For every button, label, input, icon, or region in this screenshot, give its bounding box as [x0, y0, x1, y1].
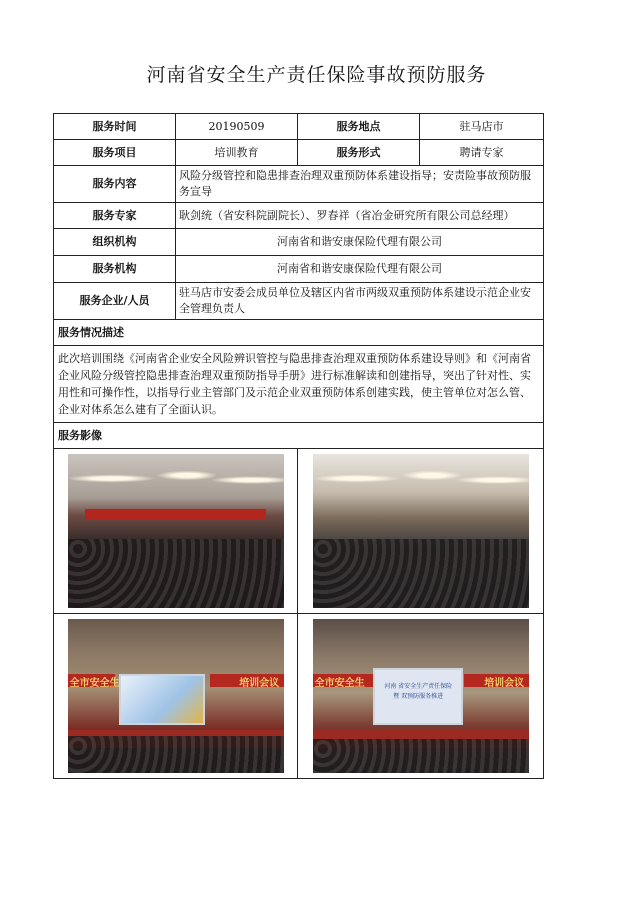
- training-stage-photo-2: [313, 619, 529, 773]
- training-stage-photo-1: [68, 619, 284, 773]
- table-row: [54, 114, 544, 140]
- table-row: [54, 256, 544, 283]
- table-row: [54, 320, 544, 346]
- section-description-heading: 服务情况描述: [54, 320, 544, 346]
- banner-text-left: 全市安全生: [69, 677, 120, 689]
- audience: [313, 739, 529, 773]
- label-service-form: 服务形式: [298, 140, 420, 166]
- table-row: [54, 140, 544, 166]
- label-service-time: 服务时间: [54, 114, 176, 140]
- table-row: [54, 283, 544, 320]
- photo-cell: [54, 614, 298, 779]
- value-service-enterprise: 驻马店市安委会成员单位及辖区内省市两级双重预防体系建设示范企业安全管理负责人: [176, 283, 544, 320]
- projection-screen: [373, 668, 463, 724]
- value-service-item: 培训教育: [176, 140, 298, 166]
- label-service-org: 服务机构: [54, 256, 176, 283]
- projection-screen: [119, 674, 205, 724]
- label-organizer: 组织机构: [54, 229, 176, 256]
- banner-text-right: 培训会议: [239, 677, 280, 689]
- table-row: [54, 166, 544, 203]
- photo-row: [54, 449, 544, 614]
- photo-row: [54, 614, 544, 779]
- value-service-time: 20190509: [176, 114, 298, 140]
- label-service-location: 服务地点: [298, 114, 420, 140]
- label-service-item: 服务项目: [54, 140, 176, 166]
- page-title: 河南省安全生产责任保险事故预防服务: [146, 64, 487, 86]
- value-service-org: 河南省和谐安康保险代理有限公司: [176, 256, 544, 283]
- photo-cell: [298, 449, 544, 614]
- table-row: [54, 346, 544, 423]
- value-service-expert: 耿剑统（省安科院副院长）、罗春祥（省冶金研究所有限公司总经理）: [176, 203, 544, 229]
- stage-banner: [85, 509, 266, 520]
- label-service-content: 服务内容: [54, 166, 176, 203]
- banner-text-left: 全市安全生: [314, 677, 365, 689]
- description-text: 此次培训围绕《河南省企业安全风险辨识管控与隐患排查治理双重预防体系建设导则》和《河南省企业风险分级管控隐患排查治理双重预防指导手册》进行标准解读和创建指导，突出了针对性、实用性和可操作性，以指导行业主管部门及示范企业双重预防体系创建实践，使主管单位对怎么管、企业对体系怎么建有了全面认识。: [54, 346, 544, 423]
- value-service-content: 风险分级管控和隐患排查治理双重预防体系建设指导；安责险事故预防服务宣导: [176, 166, 544, 203]
- value-organizer: 河南省和谐安康保险代理有限公司: [176, 229, 544, 256]
- audience: [313, 539, 529, 608]
- table-row: [54, 203, 544, 229]
- training-hall-photo-1: [68, 454, 284, 608]
- ceiling-lights: [313, 463, 529, 494]
- section-images-heading: 服务影像: [54, 423, 544, 449]
- value-service-location: 驻马店市: [420, 114, 544, 140]
- ceiling-lights: [68, 463, 284, 494]
- photo-cell: [54, 449, 298, 614]
- audience: [68, 736, 284, 773]
- table-row: [54, 423, 544, 449]
- label-service-enterprise: 服务企业/人员: [54, 283, 176, 320]
- photo-cell: [298, 614, 544, 779]
- screen-text: 河南 省安全生产责任保险 暨 双预防服务推进: [384, 683, 453, 701]
- audience: [68, 539, 284, 608]
- banner-text-right: 培训会议: [484, 677, 525, 689]
- value-service-form: 聘请专家: [420, 140, 544, 166]
- label-service-expert: 服务专家: [54, 203, 176, 229]
- service-record-table: [53, 113, 544, 779]
- training-hall-photo-2: [313, 454, 529, 608]
- table-row: [54, 229, 544, 256]
